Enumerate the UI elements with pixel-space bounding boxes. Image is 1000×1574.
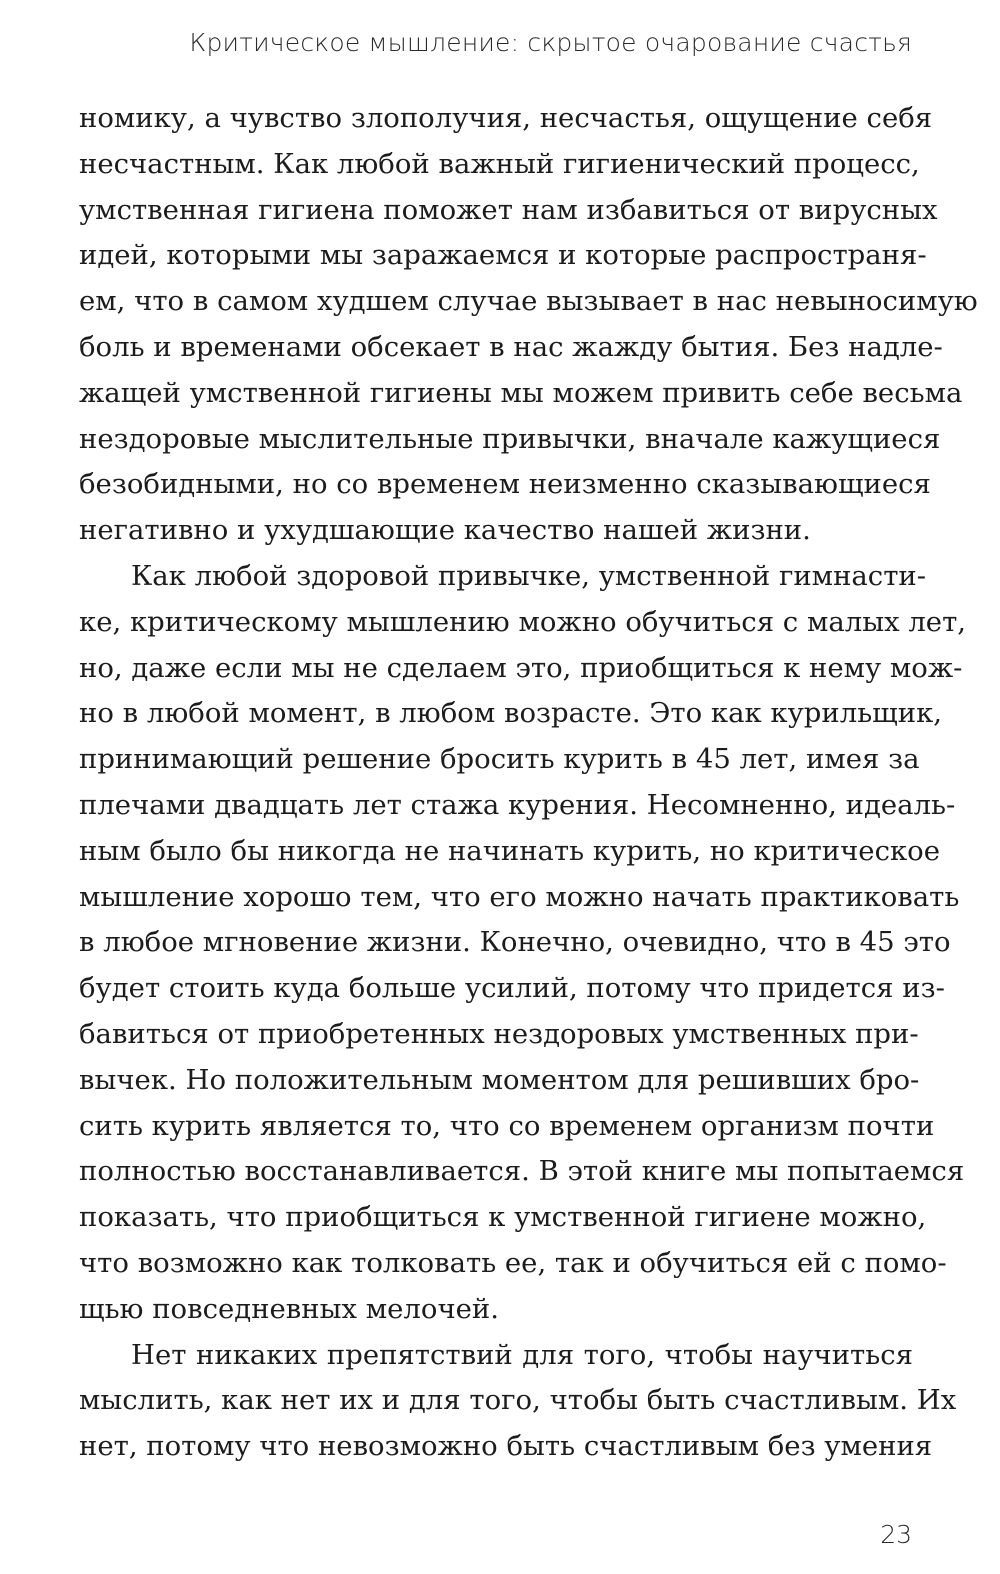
text-line: нет, потому что невозможно быть счастливым без умения	[79, 1430, 933, 1463]
text-line: Нет никаких препятствий для того, чтобы научиться	[131, 1338, 913, 1371]
text-line: умственная гигиена поможет нам избавиться от вирусных	[79, 193, 938, 226]
text-line: номику, а чувство злополучия, несчастья, ощущение себя	[79, 102, 933, 134]
body-text	[79, 96, 978, 1470]
text-line: плечами двадцать лет стажа курения. Несомненно, идеаль-	[79, 788, 956, 821]
text-line: Как любой здоровой привычке, умственной гимнасти-	[131, 559, 927, 592]
text-line: боль и временами обсекает в нас жажду бытия. Без надле-	[79, 330, 943, 363]
text-line: нездоровые мыслительные привычки, вначале кажущиеся	[79, 422, 941, 455]
running-title: Критическое мышление: скрытое очарование счастья	[189, 28, 912, 57]
text-line: но, даже если мы не сделаем это, приобщиться к нему мож-	[79, 651, 963, 684]
page-number: 23	[880, 1520, 912, 1549]
text-line: безобидными, но со временем неизменно сказывающиеся	[79, 468, 931, 501]
text-line: несчастным. Как любой важный гигиенический процесс,	[79, 147, 920, 180]
text-line: мышление хорошо тем, что его можно начать практиковать	[79, 880, 960, 913]
text-line: щью повседневных мелочей.	[79, 1292, 499, 1325]
text-line: идей, которыми мы заражаемся и которые распространя-	[79, 239, 927, 272]
text-line: жащей умственной гигиены мы можем привить себе весьма	[79, 376, 963, 409]
text-line: полностью восстанавливается. В этой книге мы попытаемся	[79, 1155, 965, 1188]
text-line: вычек. Но положительным моментом для решивших бро-	[79, 1063, 920, 1096]
text-line: бавиться от приобретенных нездоровых умственных при-	[79, 1017, 919, 1050]
text-line: что возможно как толковать ее, так и обучиться ей с помо-	[79, 1246, 947, 1279]
text-line: в любое мгновение жизни. Конечно, очевидно, что в 45 это	[79, 926, 951, 959]
text-line: ем, что в самом худшем случае вызывает в нас невыносимую	[79, 285, 978, 318]
text-line: показать, что приобщиться к умственной гигиене можно,	[79, 1201, 927, 1234]
text-line: будет стоить куда больше усилий, потому что придется из-	[79, 972, 945, 1005]
text-line: сить курить является то, что со временем организм почти	[79, 1109, 935, 1142]
text-line: но в любой момент, в любом возрасте. Это как курильщик,	[79, 697, 943, 730]
text-line: ке, критическому мышлению можно обучиться с малых лет,	[79, 605, 967, 638]
text-line: мыслить, как нет их и для того, чтобы быть счастливым. Их	[79, 1384, 957, 1417]
text-line: ным было бы никогда не начинать курить, но критическое	[79, 834, 940, 867]
text-line: принимающий решение бросить курить в 45 лет, имея за	[79, 743, 920, 776]
text-line: негативно и ухудшающие качество нашей жизни.	[79, 514, 811, 547]
